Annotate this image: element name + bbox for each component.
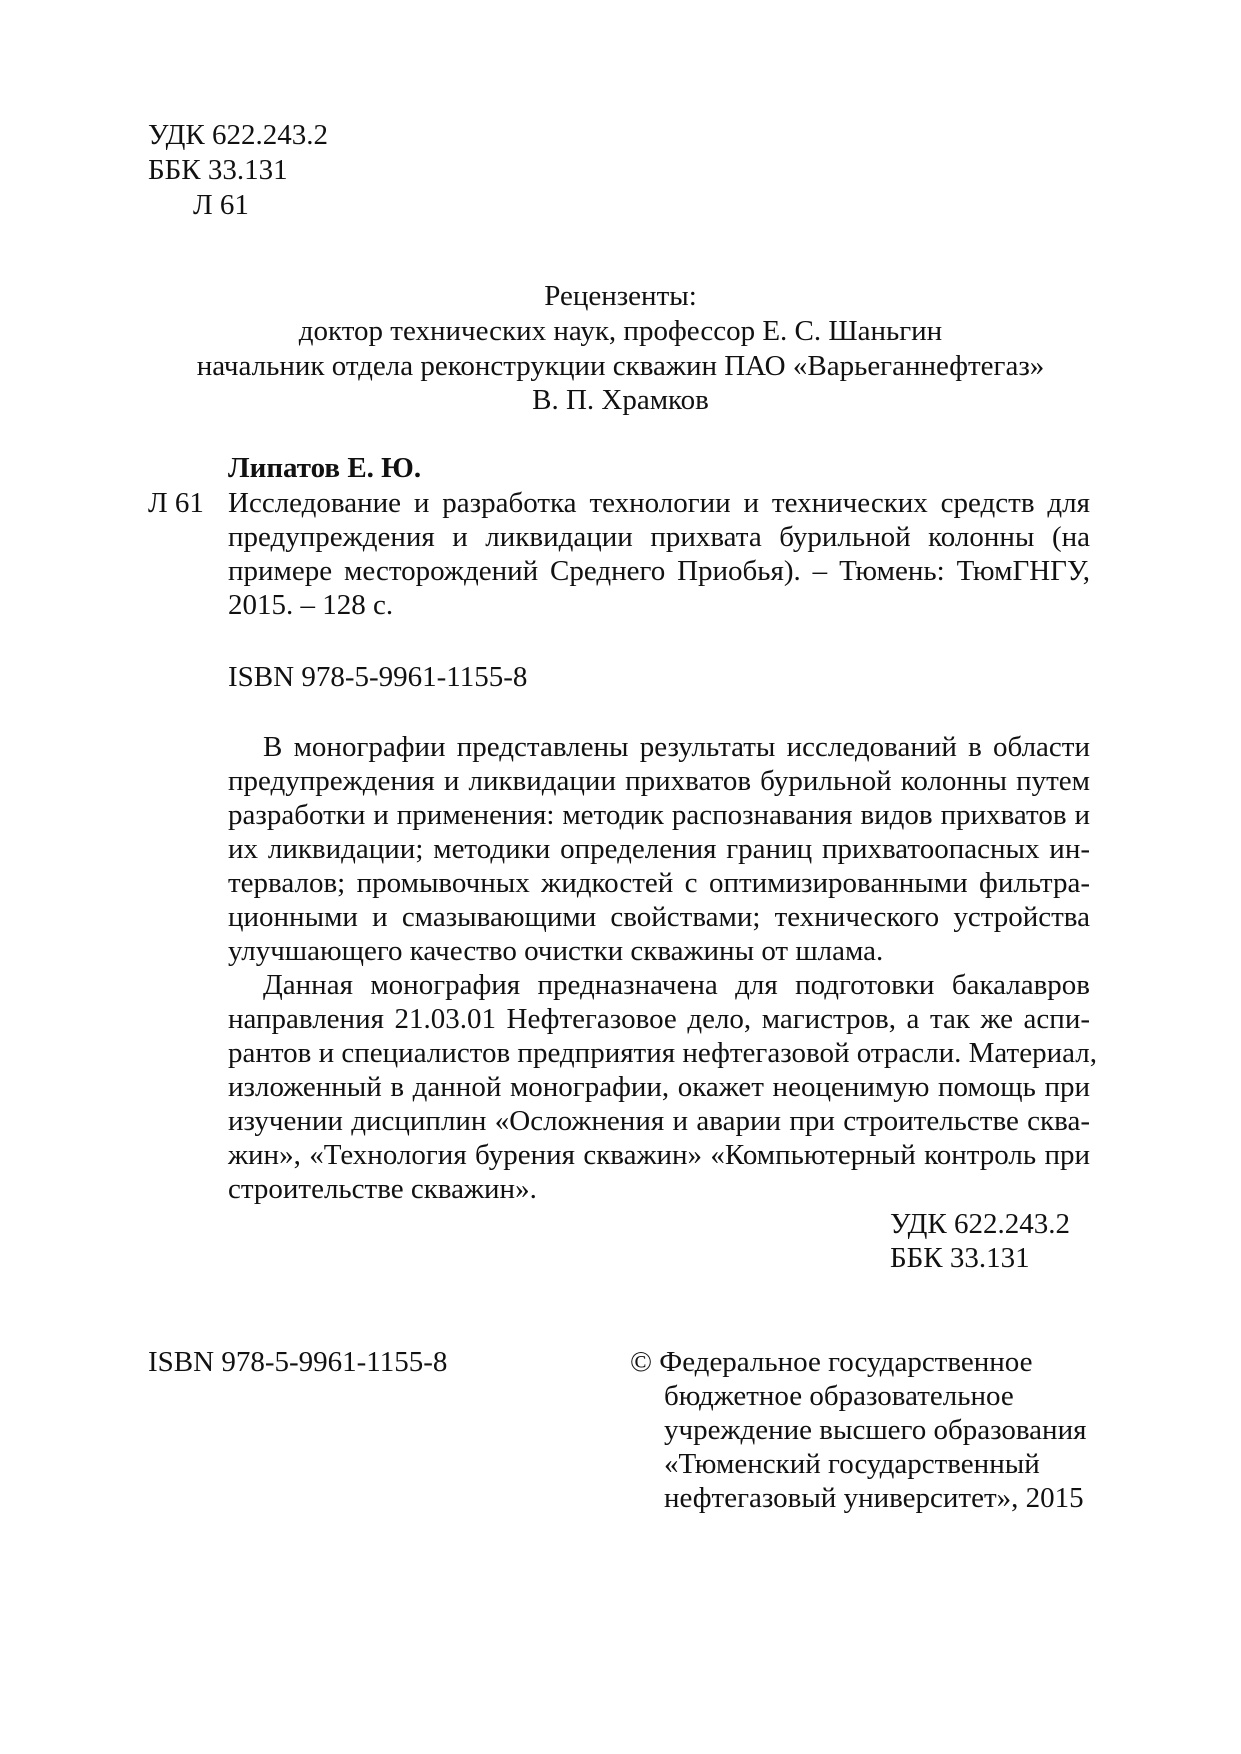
abstract-line: направления 21.03.01 Нефтегазовое дело, магистров, а так же аспи- (228, 1003, 1090, 1035)
abstract-paragraph-2 (228, 968, 1097, 1206)
abstract-line: В монографии представлены результаты исследований в области (263, 731, 1090, 763)
right-bbk-code: ББК 33.131 (890, 1242, 1030, 1274)
reviewer-1: доктор технических наук, профессор Е. С. Шаньгин (298, 315, 943, 347)
abstract-line: изложенный в данной монографии, окажет неоценимую помощь при (228, 1071, 1090, 1103)
copyright-line: бюджетное образовательное (664, 1380, 1014, 1412)
abstract-line: жин», «Технология бурения скважин» «Компьютерный контроль при (228, 1139, 1090, 1171)
udk-code: УДК 622.243.2 (148, 119, 328, 151)
abstract-line: Данная монография предназначена для подготовки бакалавров (263, 969, 1090, 1001)
abstract-line: их ликвидации; методики определения границ прихватоопасных ин- (228, 833, 1090, 865)
reviewer-2-position: начальник отдела реконструкции скважин ПАО «Варьеганнефтегаз» (196, 350, 1045, 382)
copyright-line: нефтегазовый университет», 2015 (664, 1482, 1084, 1514)
abstract-line: разработки и применения: методик распознавания видов прихватов и (228, 799, 1090, 831)
copyright-line: © Федеральное государственное (630, 1346, 1033, 1378)
catalog-description-line: Исследование и разработка технологии и технических средств для (228, 487, 1090, 519)
author-mark: Л 61 (193, 189, 249, 221)
reviewer-2-name: В. П. Храмков (532, 384, 709, 416)
reviewers-heading: Рецензенты: (544, 280, 697, 312)
abstract-line: предупреждения и ликвидации прихватов бурильной колонны путем (228, 765, 1090, 797)
abstract-line: тервалов; промывочных жидкостей с оптимизированными фильтра- (228, 867, 1090, 899)
bbk-code: ББК 33.131 (148, 154, 288, 186)
right-udk-code: УДК 622.243.2 (890, 1208, 1070, 1240)
catalog-mark: Л 61 (148, 487, 204, 519)
copyright-block (630, 1345, 1090, 1515)
abstract-line: строительстве скважин». (228, 1173, 537, 1205)
catalog-description-line: предупреждения и ликвидации прихвата бурильной колонны (на (228, 521, 1090, 553)
abstract-line: рантов и специалистов предприятия нефтегазовой отрасли. Материал, (228, 1037, 1097, 1069)
catalog-description-line: 2015. – 128 с. (228, 589, 394, 621)
copyright-line: «Тюменский государственный (664, 1448, 1040, 1480)
catalog-description (228, 486, 1090, 622)
catalog-author: Липатов Е. Ю. (228, 452, 422, 484)
abstract-line: ционными и смазывающими свойствами; технического устройства (228, 901, 1090, 933)
abstract-line: улучшающего качество очистки скважины от шлама. (228, 935, 884, 967)
catalog-isbn: ISBN 978-5-9961-1155-8 (228, 661, 528, 693)
copyright-line: учреждение высшего образования (664, 1414, 1087, 1446)
abstract-paragraph-1 (228, 730, 1090, 968)
catalog-description-line: примере месторождений Среднего Приобья). – Тюмень: ТюмГНГУ, (228, 555, 1090, 587)
abstract-line: изучении дисциплин «Осложнения и аварии при строительстве сква- (228, 1105, 1090, 1137)
footer-isbn: ISBN 978-5-9961-1155-8 (148, 1346, 448, 1378)
